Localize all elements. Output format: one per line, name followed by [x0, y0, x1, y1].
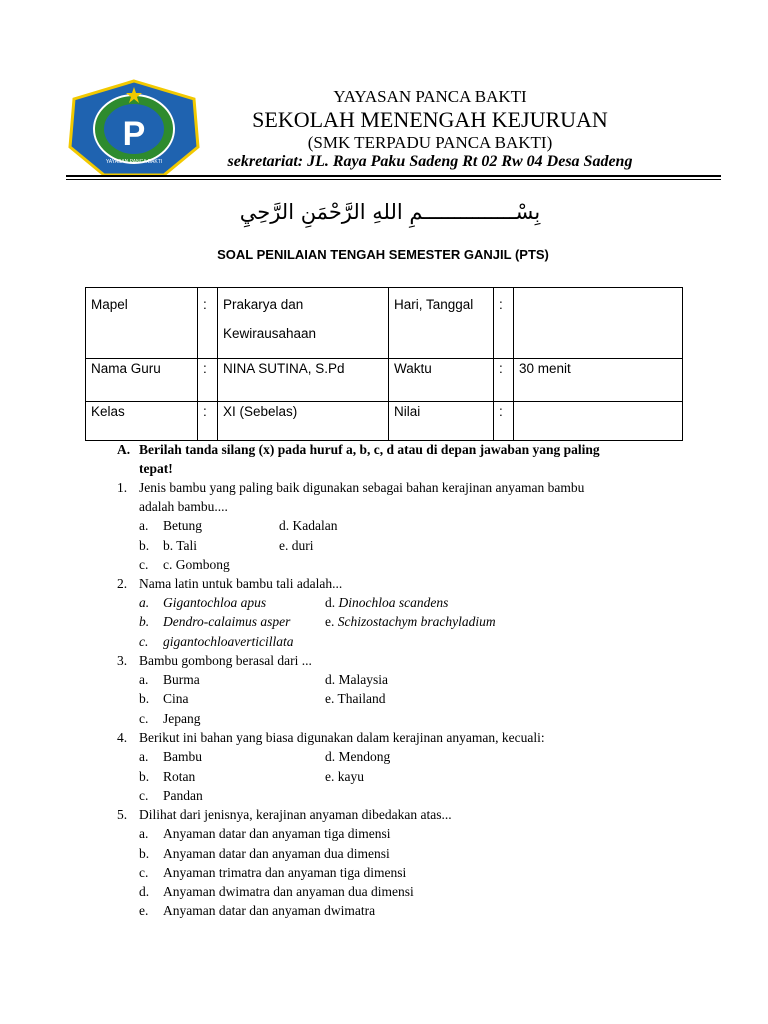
school-name: SEKOLAH MENENGAH KEJURUAN — [252, 107, 608, 132]
question-text: Berikut ini bahan yang biasa digunakan dalam kerajinan anyaman, kecuali: — [139, 730, 545, 745]
option-text: e. duri — [279, 538, 314, 553]
option-text: Gigantochloa apus — [163, 595, 267, 610]
option-text: Bambu — [163, 749, 202, 764]
colon: : — [198, 288, 218, 359]
header-rule-thick — [66, 175, 721, 177]
option-letter: c. — [139, 865, 149, 880]
colon: : — [494, 359, 514, 402]
option-letter: d. — [139, 884, 150, 899]
question-number: 2. — [117, 576, 128, 591]
option-letter: b. — [139, 691, 150, 706]
option-text: gigantochloaverticillata — [163, 634, 294, 649]
instruction-letter: A. — [117, 442, 131, 457]
option-text: Anyaman dwimatra dan anyaman dua dimensi — [163, 884, 414, 899]
nilai-label: Nilai — [389, 402, 494, 441]
option-letter: e. — [139, 903, 149, 918]
colon: : — [494, 288, 514, 359]
exam-info-table — [85, 287, 683, 441]
option-text: Jepang — [163, 711, 201, 726]
waktu-value: 30 menit — [514, 359, 683, 402]
question-text: Jenis bambu yang paling baik digunakan sebagai bahan kerajinan anyaman bambu — [139, 480, 585, 495]
question-text: Nama latin untuk bambu tali adalah... — [139, 576, 343, 591]
option-letter: a. — [139, 826, 149, 841]
guru-value: NINA SUTINA, S.Pd — [218, 359, 389, 402]
question-number: 4. — [117, 730, 128, 745]
mapel-label: Mapel — [86, 288, 198, 359]
option-text: e. Schizostachym brachyladium — [325, 614, 496, 629]
question-number: 3. — [117, 653, 128, 668]
kelas-label: Kelas — [86, 402, 198, 441]
foundation-name: YAYASAN PANCA BAKTI — [333, 87, 527, 106]
option-text: b. Tali — [163, 538, 198, 553]
option-text: Betung — [163, 518, 202, 533]
colon: : — [198, 402, 218, 441]
option-text: d. Malaysia — [325, 672, 388, 687]
option-letter: a. — [139, 749, 149, 764]
instruction-text: tepat! — [139, 461, 173, 476]
option-text: d. Kadalan — [279, 518, 338, 533]
option-letter: a. — [139, 595, 150, 610]
option-text: Rotan — [163, 769, 196, 784]
option-letter: c. — [139, 711, 149, 726]
hari-value — [514, 288, 683, 359]
question-number: 5. — [117, 807, 128, 822]
question-number: 1. — [117, 480, 128, 495]
nilai-value — [514, 402, 683, 441]
option-text: d. Dinochloa scandens — [325, 595, 449, 610]
hari-label: Hari, Tanggal — [389, 288, 494, 359]
option-text: e. Thailand — [325, 691, 386, 706]
option-text: Anyaman datar dan anyaman dwimatra — [163, 903, 376, 918]
option-letter: b. — [139, 614, 150, 629]
basmala: بِسْـــــــــــــــمِ اللهِ الرَّحْمَنِ الرَّحِيِ — [239, 200, 541, 224]
option-text: e. kayu — [325, 769, 364, 784]
question-text: Bambu gombong berasal dari ... — [139, 653, 312, 668]
option-text: Anyaman datar dan anyaman dua dimensi — [163, 846, 390, 861]
option-text: Pandan — [163, 788, 203, 803]
colon: : — [494, 402, 514, 441]
kelas-value: XI (Sebelas) — [218, 402, 389, 441]
exam-title: SOAL PENILAIAN TENGAH SEMESTER GANJIL (PTS) — [217, 247, 549, 262]
waktu-label: Waktu — [389, 359, 494, 402]
option-text: Dendro-calaimus asper — [163, 614, 291, 629]
option-letter: b. — [139, 846, 150, 861]
option-letter: b. — [139, 538, 150, 553]
svg-text:P: P — [122, 115, 146, 153]
option-text: c. Gombong — [163, 557, 230, 572]
question-text: adalah bambu.... — [139, 499, 228, 514]
svg-text:YAYASAN PANCA BAKTI: YAYASAN PANCA BAKTI — [105, 159, 163, 165]
school-short-name: (SMK TERPADU PANCA BAKTI) — [307, 133, 553, 152]
question-text: Dilihat dari jenisnya, kerajinan anyaman dibedakan atas... — [139, 807, 452, 822]
school-address: sekretariat: JL. Raya Paku Sadeng Rt 02 Rw 04 Desa Sadeng — [227, 153, 633, 170]
option-text: Cina — [163, 691, 189, 706]
option-letter: a. — [139, 518, 149, 533]
option-letter: a. — [139, 672, 149, 687]
option-letter: b. — [139, 769, 150, 784]
option-letter: c. — [139, 634, 149, 649]
colon: : — [198, 359, 218, 402]
option-letter: c. — [139, 788, 149, 803]
option-text: Burma — [163, 672, 200, 687]
option-text: d. Mendong — [325, 749, 391, 764]
option-text: Anyaman datar dan anyaman tiga dimensi — [163, 826, 391, 841]
option-text: Anyaman trimatra dan anyaman tiga dimensi — [163, 865, 407, 880]
school-logo — [66, 77, 202, 177]
mapel-value: Prakarya dan Kewirausahaan — [218, 288, 389, 359]
header-rule-thin — [66, 179, 721, 180]
instruction-text: Berilah tanda silang (x) pada huruf a, b, c, d atau di depan jawaban yang paling — [139, 442, 600, 457]
guru-label: Nama Guru — [86, 359, 198, 402]
option-letter: c. — [139, 557, 149, 572]
